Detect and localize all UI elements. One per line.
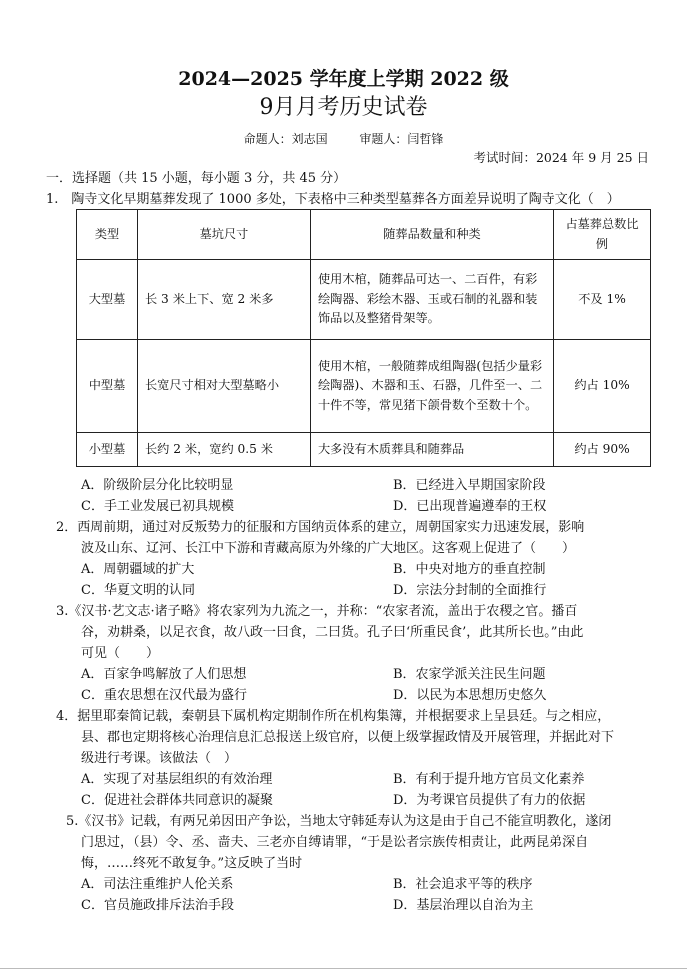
q4-option-c[interactable]: C．促进社会群体共同意识的凝聚 bbox=[81, 793, 273, 808]
q4-stem-line3: 级进行考课。该做法（ ） bbox=[81, 751, 238, 766]
q2-option-c[interactable]: C．华夏文明的认同 bbox=[81, 583, 195, 598]
table-cell: 不及 1% bbox=[554, 260, 651, 340]
q2-option-b[interactable]: B．中央对地方的垂直控制 bbox=[393, 562, 546, 577]
q2-stem-line2: 波及山东、辽河、长江中下游和青藏高原为外缘的广大地区。这客观上促进了（ ） bbox=[81, 541, 576, 556]
page-bottom-border bbox=[0, 968, 687, 969]
q5-option-d[interactable]: D．基层治理以自治为主 bbox=[393, 898, 534, 913]
exam-subtitle: 9月月考历史试卷 bbox=[259, 95, 428, 120]
q4-option-d[interactable]: D．为考课官员提供了有力的依据 bbox=[393, 793, 586, 808]
q1-option-a[interactable]: A．阶级阶层分化比较明显 bbox=[81, 478, 234, 493]
table-cell: 中型墓 bbox=[77, 340, 138, 433]
table-header: 占墓葬总数比例 bbox=[554, 210, 651, 260]
table-header: 墓坑尺寸 bbox=[138, 210, 311, 260]
table-row bbox=[77, 433, 651, 467]
q2-stem-line1: 2．西周前期，通过对反叛势力的征服和方国纳贡体系的建立，周朝国家实力迅速发展，影响 bbox=[56, 520, 585, 535]
exam-title: 2024—2025 学年度上学期 2022 级 bbox=[178, 68, 509, 90]
q5-stem-line3: 悔，……终死不敢复争。”这反映了当时 bbox=[81, 856, 303, 871]
q4-stem-line2: 县、郡也定期将核心治理信息汇总报送上级官府，以便上级掌握政情及开展管理，并据此对下 bbox=[81, 730, 615, 745]
section-title: 一．选择题（共 15 小题，每小题 3 分，共 45 分） bbox=[46, 171, 347, 186]
table-cell: 大多没有木质葬具和随葬品 bbox=[311, 433, 554, 467]
q2-option-d[interactable]: D．宗法分封制的全面推行 bbox=[393, 583, 547, 598]
q4-stem-line1: 4．据里耶秦简记载，秦朝县下属机构定期制作所在机构集簿，并根据要求上呈县廷。与之相应， bbox=[56, 709, 611, 724]
q4-option-b[interactable]: B．有利于提升地方官员文化素养 bbox=[393, 772, 585, 787]
table-cell: 使用木棺，随葬品可达一、二百件，有彩绘陶器、彩绘木器、玉或石制的礼器和装饰品以及整猪骨架等。 bbox=[311, 260, 554, 340]
table-row bbox=[77, 260, 651, 340]
q1-stem: 1. 陶寺文化早期墓葬发现了 1000 多处，下表格中三种类型墓葬各方面差异说明了陶寺文化（ ） bbox=[46, 192, 620, 207]
q1-option-c[interactable]: C．手工业发展已初具规模 bbox=[81, 499, 234, 514]
q3-stem-line3: 可见（ ） bbox=[81, 646, 160, 661]
table-cell: 长 3 米上下、宽 2 米多 bbox=[138, 260, 311, 340]
table-cell: 大型墓 bbox=[77, 260, 138, 340]
table-cell: 使用木棺，一般随葬成组陶器(包括少量彩绘陶器)、木器和玉、石器，几件至一、二十件不等，常见猪下颌骨数个至数十个。 bbox=[311, 340, 554, 433]
table-row bbox=[77, 340, 651, 433]
q5-option-b[interactable]: B．社会追求平等的秩序 bbox=[393, 877, 533, 892]
q3-stem-line2: 谷，劝耕桑，以足衣食，故八政一曰食，二曰货。孔子曰‘所重民食’，此其所长也。”由此 bbox=[81, 625, 584, 640]
q3-option-d[interactable]: D．以民为本思想历史悠久 bbox=[393, 688, 547, 703]
table-cell: 长约 2 米，宽约 0.5 米 bbox=[138, 433, 311, 467]
table-header: 类型 bbox=[77, 210, 138, 260]
reviewer: 审题人：闫哲锋 bbox=[359, 132, 444, 146]
author-line bbox=[0, 130, 687, 147]
author: 命题人：刘志国 bbox=[243, 132, 328, 146]
q1-table bbox=[76, 209, 651, 467]
table-cell: 约占 90% bbox=[554, 433, 651, 467]
q5-stem-line2: 门思过，（县）令、丞、啬夫、三老亦自缚请罪，“于是讼者宗族传相责让，此两昆弟深自 bbox=[81, 835, 589, 850]
q3-option-a[interactable]: A．百家争鸣解放了人们思想 bbox=[81, 667, 247, 682]
q3-stem-line1: 3.《汉书·艺文志·诸子略》将农家列为九流之一，并称：“农家者流，盖出于农稷之官。播百 bbox=[56, 604, 578, 619]
table-cell: 小型墓 bbox=[77, 433, 138, 467]
q3-option-b[interactable]: B．农家学派关注民生问题 bbox=[393, 667, 546, 682]
exam-time: 考试时间：2024 年 9 月 25 日 bbox=[473, 150, 649, 165]
q3-option-c[interactable]: C．重农思想在汉代最为盛行 bbox=[81, 688, 247, 703]
q1-option-d[interactable]: D．已出现普遍遵奉的王权 bbox=[393, 499, 547, 514]
q5-stem-line1: 5.《汉书》记载，有两兄弟因田产争讼，当地太守韩延寿认为这是由于自己不能宣明教化，遂闭 bbox=[66, 814, 612, 829]
table-cell: 长宽尺寸相对大型墓略小 bbox=[138, 340, 311, 433]
q2-option-a[interactable]: A．周朝疆域的扩大 bbox=[81, 562, 195, 577]
table-header-row bbox=[77, 210, 651, 260]
q5-option-a[interactable]: A．司法注重维护人伦关系 bbox=[81, 877, 234, 892]
q4-option-a[interactable]: A．实现了对基层组织的有效治理 bbox=[81, 772, 273, 787]
table-header: 随葬品数量和种类 bbox=[311, 210, 554, 260]
q5-option-c[interactable]: C．官员施政排斥法治手段 bbox=[81, 898, 234, 913]
table-cell: 约占 10% bbox=[554, 340, 651, 433]
q1-option-b[interactable]: B．已经进入早期国家阶段 bbox=[393, 478, 546, 493]
